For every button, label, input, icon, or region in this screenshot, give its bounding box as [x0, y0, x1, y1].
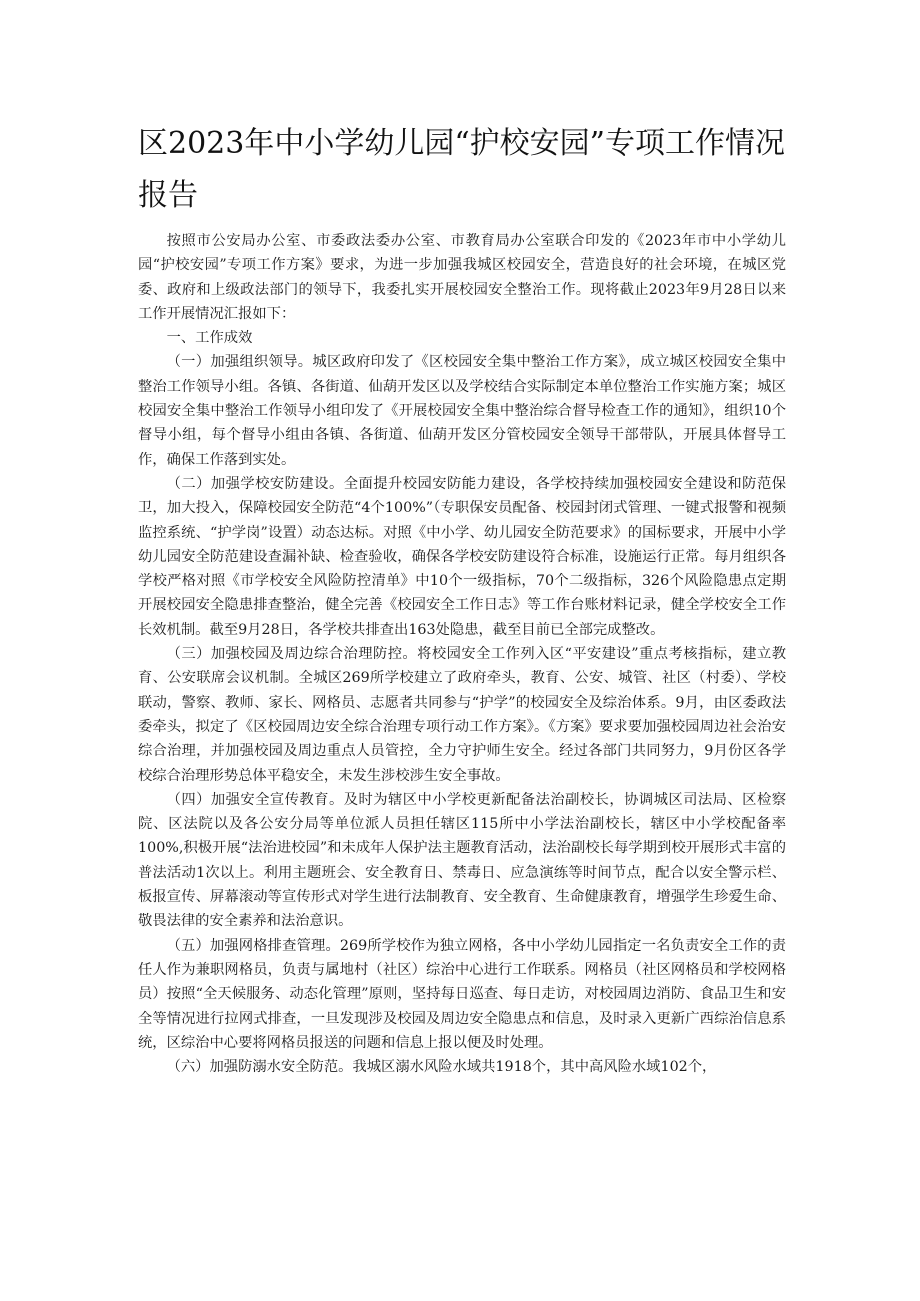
- item-text: 将校园安全工作列入区“平安建设”重点考核指标，建立教育、公安联席会议机制。全城区269所学校建立了政府牵头，教育、公安、城管、社区（村委）、学校联动，警察、教师、家长、网格员、志愿者共同参与“护学”的校园安全及综治体系。9月，由区委政法委牵头，拟定了《区校园周边安全综合治理专项行动工作方案》。《方案》要求要加强校园周边社会治安综合治理，并加强校园及周边重点人员管控，全力守护师生安全。经过各部门共同努力，9月份区各学校综合治理形势总体平稳安全，未发生涉校涉生安全事故。: [138, 646, 786, 784]
- item-text: 我城区溺水风险水域共1918个，其中高风险水域102个，: [352, 1059, 717, 1076]
- item-paragraph-3: [138, 642, 786, 788]
- item-heading: （四）加强安全宣传教育。: [166, 791, 344, 808]
- item-paragraph-4: [138, 788, 786, 934]
- item-heading: （五）加强网格排查管理。: [166, 937, 340, 954]
- document-body: [138, 229, 786, 1079]
- intro-paragraph: 按照市公安局办公室、市委政法委办公室、市教育局办公室联合印发的《2023年市中小学幼儿园“护校安园”专项工作方案》要求，为进一步加强我城区校园安全，营造良好的社会环境，在城区党委、政府和上级政法部门的领导下，我委扎实开展校园安全整治工作。现将截止2023年9月28日以来工作开展情况汇报如下：: [138, 233, 786, 322]
- item-text: 全面提升校园安防能力建设，各学校持续加强校园安全建设和防范保卫，加大投入，保障校园安全防范“4个100%”（专职保安员配备、校园封闭式管理、一键式报警和视频监控系统、“护学岗”设置）动态达标。对照《中小学、幼儿园安全防范要求》的国标要求，开展中小学幼儿园安全防范建设查漏补缺、检查验收，确保各学校安防建设符合标准，设施运行正常。每月组织各学校严格对照《市学校安全风险防控清单》中10个一级指标，70个二级指标，326个风险隐患点定期开展校园安全隐患排查整治，健全完善《校园安全工作日志》等工作台账材料记录，健全学校安全工作长效机制。截至9月28日，各学校共排查出163处隐患，截至目前已全部完成整改。: [138, 475, 787, 638]
- item-heading: （一）加强组织领导。: [166, 354, 313, 371]
- item-paragraph-1: [138, 350, 786, 471]
- item-text: 城区政府印发了《区校园安全集中整治工作方案》，成立城区校园安全集中整治工作领导小组。各镇、各街道、仙葫开发区以及学校结合实际制定本单位整治工作实施方案；城区校园安全集中整治工作领导小组印发了《开展校园安全集中整治综合督导检查工作的通知》，组织10个督导小组，每个督导小组由各镇、各街道、仙葫开发区分管校园安全领导干部带队，开展具体督导工作，确保工作落到实处。: [138, 354, 786, 468]
- item-heading: （二）加强学校安防建设。: [166, 475, 344, 492]
- item-heading: （三）加强校园及周边综合治理防控。: [166, 646, 418, 663]
- item-paragraph-6: [138, 1055, 786, 1079]
- item-text: 269所学校作为独立网格，各中小学幼儿园指定一名负责安全工作的责任人作为兼职网格员，负责与属地村（社区）综治中心进行工作联系。网格员（社区网格员和学校网格员）按照“全天候服务、动态化管理”原则，坚持每日巡查、每日走访，对校园周边消防、食品卫生和安全等情况进行拉网式排查，一旦发现涉及校园及周边安全隐患点和信息，及时录入更新广西综治信息系统，区综治中心要将网格员报送的问题和信息上报以便及时处理。: [138, 937, 787, 1051]
- item-paragraph-2: [138, 472, 786, 642]
- section-heading: 一、工作成效: [166, 330, 253, 347]
- item-text: 及时为辖区中小学校更新配备法治副校长，协调城区司法局、区检察院、区法院以及各公安分局等单位派人员担任辖区115所中小学法治副校长，辖区中小学校配备率100%,积极开展“法治进校园”和未成年人保护法主题教育活动，法治副校长每学期到校开展形式丰富的普法活动1次以上。利用主题班会、安全教育日、禁毒日、应急演练等时间节点，配合以安全警示栏、板报宣传、屏幕滚动等宣传形式对学生进行法制教育、安全教育、生命健康教育，增强学生珍爱生命、敬畏法律的安全素养和法治意识。: [138, 791, 787, 930]
- item-paragraph-5: [138, 934, 786, 1055]
- document-title: 区2023年中小学幼儿园“护校安园”专项工作情况报告: [138, 126, 786, 213]
- item-heading: （六）加强防溺水安全防范。: [166, 1059, 353, 1076]
